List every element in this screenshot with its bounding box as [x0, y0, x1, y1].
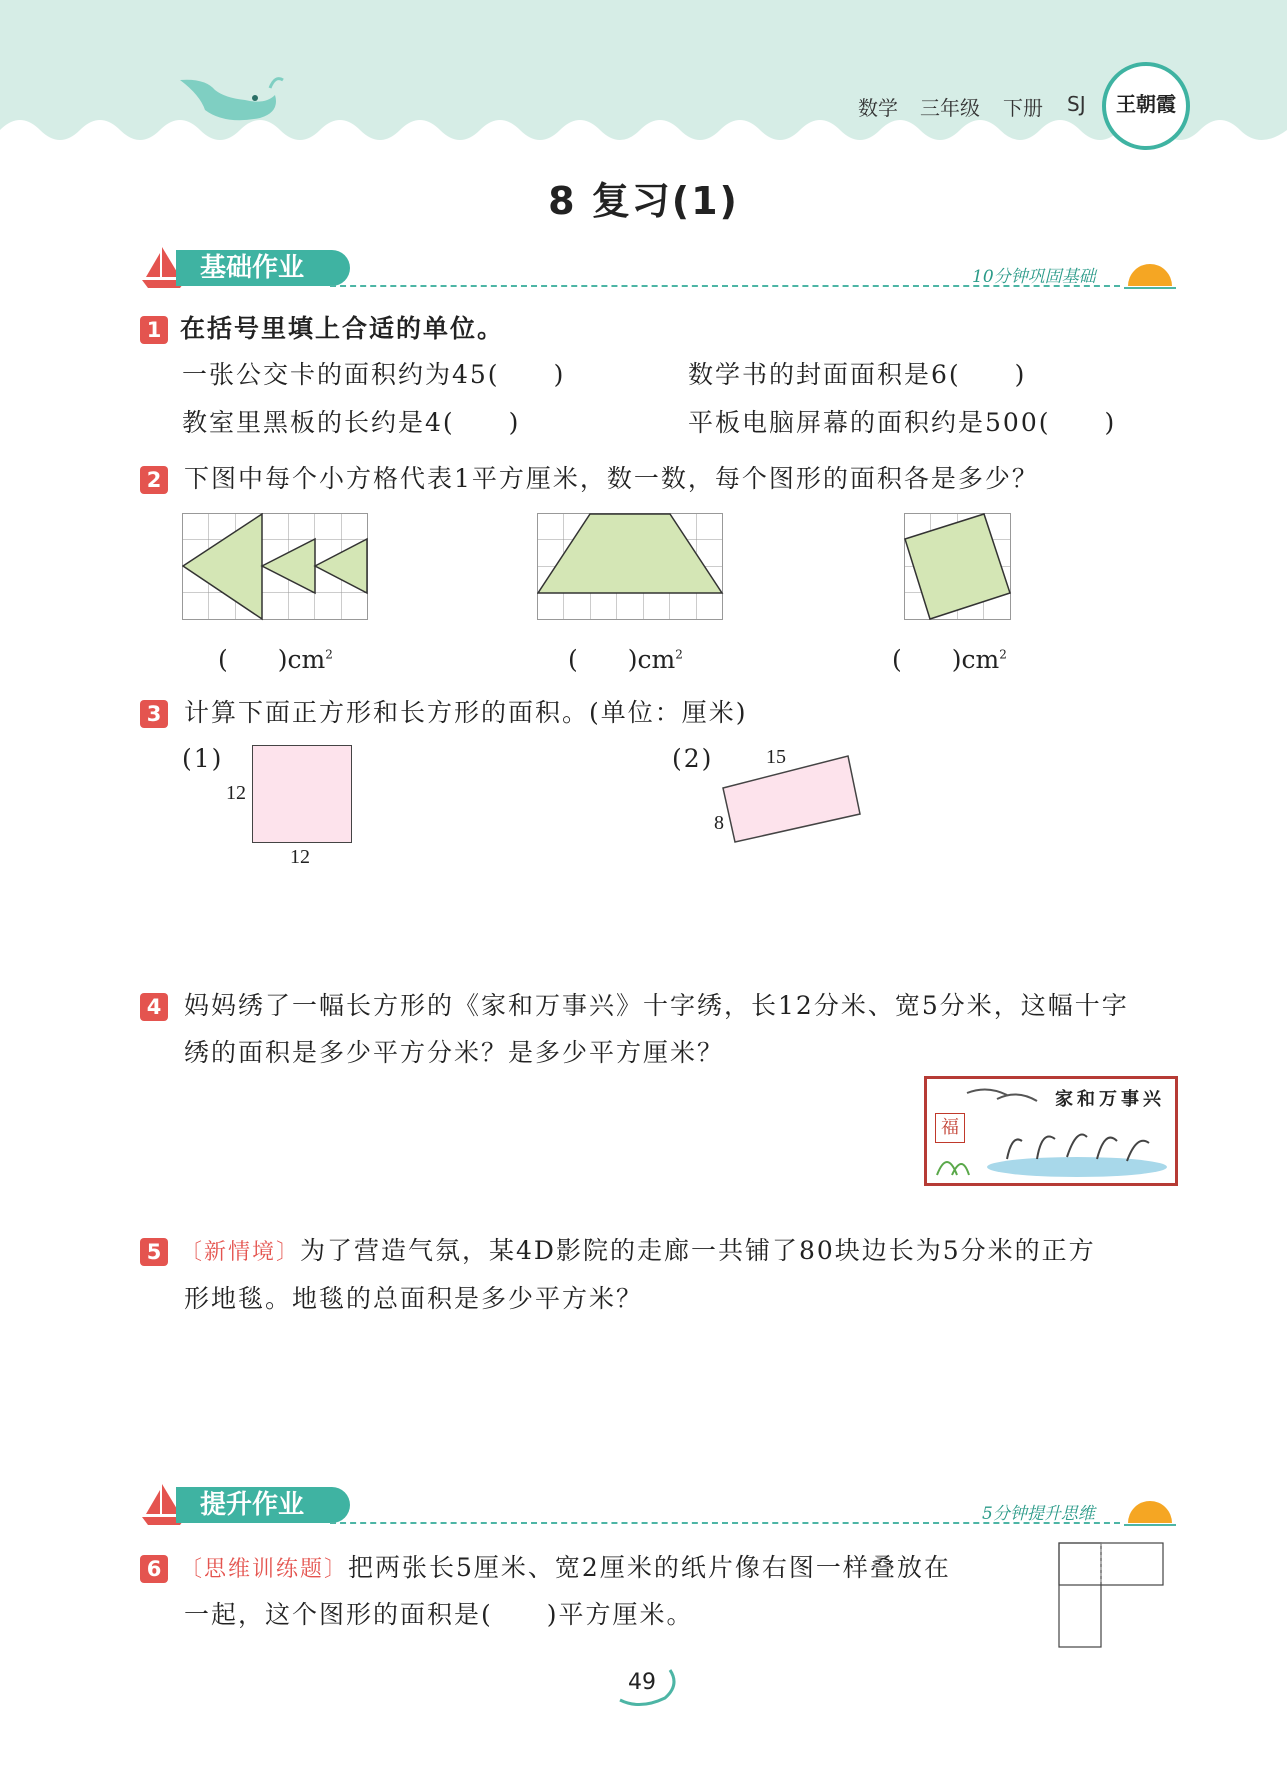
header-grade: 三年级	[920, 96, 980, 120]
seal-stamp: 福	[935, 1113, 965, 1143]
header-edition: SJ	[1067, 92, 1086, 116]
sunset-icon-2	[1122, 1489, 1178, 1529]
q6-line1: 把两张长5厘米、宽2厘米的纸片像右图一样叠放在	[348, 1553, 951, 1582]
q2-grid-triangles	[182, 513, 369, 621]
q3-square-side: 12	[226, 782, 246, 804]
q2-grid-trapezoid	[537, 513, 724, 621]
q6-line2: 一起，这个图形的面积是( )平方厘米。	[184, 1600, 694, 1629]
q2-answer-2: ( )$cm^2$	[568, 645, 683, 674]
q5-line1: 为了营造气氛，某4D影院的走廊一共铺了80块边长为5分米的正方	[300, 1236, 1096, 1265]
q6-number: 6	[140, 1555, 168, 1583]
section-advanced-right: 5分钟提升思维	[982, 1504, 1095, 1524]
q4-line1: 妈妈绣了一幅长方形的《家和万事兴》十字绣，长12分米、宽5分米，这幅十字	[184, 991, 1129, 1020]
q3-part2-label: (2)	[672, 744, 714, 773]
q2-prompt: 下图中每个小方格代表1平方厘米，数一数，每个图形的面积各是多少？	[184, 464, 1039, 493]
picture-caption: 家和万事兴	[1055, 1089, 1165, 1110]
q3-square-bottom: 12	[290, 846, 310, 868]
q1-item-3: 教室里黑板的长约是4( )	[182, 408, 521, 437]
whale-icon	[175, 70, 285, 130]
q5-line1-wrap	[180, 1234, 1180, 1270]
q1-prompt: 在括号里填上合适的单位。	[180, 314, 505, 343]
q3-rect-width: 8	[714, 812, 724, 834]
section-advanced-label: 提升作业	[176, 1487, 350, 1523]
q3-square	[252, 745, 352, 843]
q5-number: 5	[140, 1238, 168, 1266]
q2-grid-square	[904, 513, 1012, 621]
q4-line2: 绣的面积是多少平方分米？是多少平方厘米？	[184, 1038, 725, 1067]
q3-prompt: 计算下面正方形和长方形的面积。(单位：厘米)	[184, 698, 748, 727]
q3-number: 3	[140, 700, 168, 728]
q1-number: 1	[140, 316, 168, 344]
q3-rect-length: 15	[766, 746, 786, 768]
section-basic-label: 基础作业	[176, 250, 350, 286]
q1-item-1: 一张公交卡的面积约为45( )	[182, 360, 566, 389]
q2-number: 2	[140, 466, 168, 494]
page-number-swirl-icon	[610, 1660, 680, 1710]
q2-answer-3: ( )$cm^2$	[892, 645, 1007, 674]
cross-stitch-picture	[924, 1076, 1178, 1186]
section-basic-right: 10分钟巩固基础	[972, 267, 1096, 287]
q5-line2: 形地毯。地毯的总面积是多少平方米？	[184, 1284, 644, 1313]
page-title: 8 复习(1)	[548, 179, 739, 223]
q2-answer-1: ( )$cm^2$	[218, 645, 333, 674]
brand-logo-text: 王朝霞	[1116, 92, 1176, 116]
header-subject: 数学	[858, 96, 898, 120]
q5-tag: 〔新情境〕	[180, 1240, 301, 1265]
crane-scene-illustration	[927, 1079, 1175, 1183]
sunset-icon	[1122, 252, 1178, 292]
page-number: 49	[628, 1670, 656, 1695]
brand-logo	[1102, 62, 1190, 150]
q3-part1-label: (1)	[182, 744, 224, 773]
q6-tag: 〔思维训练题〕	[180, 1557, 349, 1582]
q1-item-2: 数学书的封面面积是6( )	[688, 360, 1027, 389]
q1-item-4: 平板电脑屏幕的面积约是500( )	[688, 408, 1117, 437]
q6-line1-wrap	[180, 1551, 1020, 1587]
q4-number: 4	[140, 993, 168, 1021]
q6-overlap-figure	[1058, 1542, 1168, 1648]
header-volume: 下册	[1003, 96, 1043, 120]
q3-rectangle	[715, 750, 865, 845]
